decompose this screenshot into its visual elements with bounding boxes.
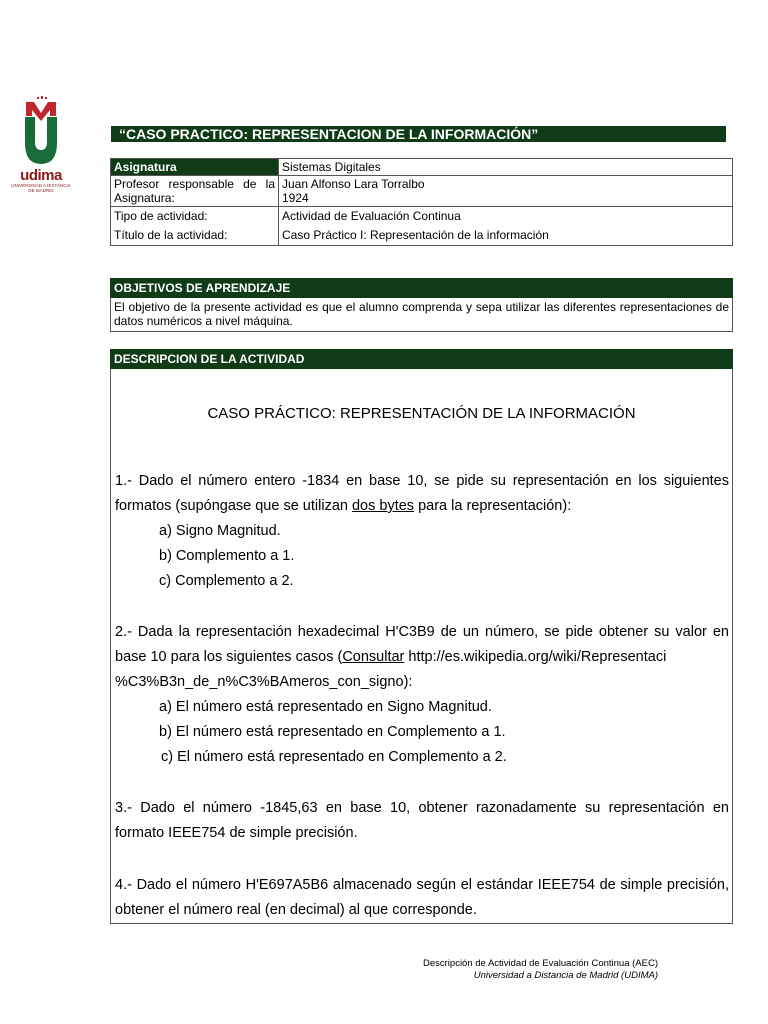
- footer-line-1: Descripción de Actividad de Evaluación Continua (AEC): [423, 958, 658, 969]
- question-2: 2.- Dada la representación hexadecimal H'C3B9 de un número, se pide obtener su valor en base 10 para los siguientes casos (Consultar http://es.wikipedia.org/wiki/Representaci %C3%B3n_de_n%C3%BAmeros_con_signo):: [115, 624, 729, 690]
- professor-name: Juan Alfonso Lara Torralbo: [282, 177, 425, 191]
- case-study-title: CASO PRÁCTICO: REPRESENTACIÓN DE LA INFORMACIÓN: [207, 405, 636, 422]
- description-box: [110, 369, 733, 924]
- q1-item-b: b) Complemento a 1.: [159, 548, 295, 564]
- logo-subtitle-2: DE MADRID: [28, 188, 54, 193]
- subject-value: Sistemas Digitales: [279, 159, 733, 176]
- page-footer: [300, 958, 658, 982]
- question-4: 4.- Dado el número H'E697A5B6 almacenado según el estándar IEEE754 de simple precisión, obtener el número real (en decimal) al que corresponde.: [115, 877, 729, 918]
- q2-item-c: c) El número está representado en Complemento a 2.: [161, 749, 507, 765]
- activity-title-label: Título de la actividad:: [111, 227, 279, 246]
- q2-item-a: a) El número está representado en Signo Magnitud.: [159, 699, 492, 715]
- description-heading: DESCRIPCION DE LA ACTIVIDAD: [110, 349, 733, 369]
- footer-line-2: Universidad a Distancia de Madrid (UDIMA): [473, 970, 658, 981]
- consult-link[interactable]: Consultar: [342, 649, 405, 665]
- document-title: “CASO PRACTICO: REPRESENTACION DE LA INFORMACIÓN”: [111, 126, 726, 142]
- q1-item-a: a) Signo Magnitud.: [159, 523, 281, 539]
- logo-wordmark: udima: [20, 167, 62, 184]
- objectives-text: El objetivo de la presente actividad es que el alumno comprenda y sepa utilizar las diferentes representaciones de datos numéricos a nivel máquina.: [110, 298, 733, 332]
- table-row: [111, 207, 733, 228]
- info-table: [110, 158, 733, 246]
- q2-item-b: b) El número está representado en Complemento a 1.: [159, 724, 506, 740]
- logo-subtitle-1: UNIVERSIDAD A DISTANCIA: [11, 183, 71, 188]
- question-3: 3.- Dado el número -1845,63 en base 10, obtener razonadamente su representación en formato IEEE754 de simple precisión.: [115, 800, 729, 841]
- question-1: 1.- Dado el número entero -1834 en base 10, se pide su representación en los siguientes formatos (supóngase que se utilizan dos bytes para la representación):: [115, 473, 729, 514]
- activity-type-value: Actividad de Evaluación Continua: [279, 207, 733, 228]
- professor-label: Profesor responsable de la Asignatura:: [111, 176, 279, 207]
- table-row: [111, 176, 733, 207]
- subject-label: Asignatura: [111, 159, 279, 176]
- activity-title-value: Caso Práctico I: Representación de la información: [279, 227, 733, 246]
- wikipedia-url[interactable]: http://es.wikipedia.org/wiki/Representaci: [404, 649, 667, 665]
- objectives-heading: OBJETIVOS DE APRENDIZAJE: [110, 278, 733, 298]
- wikipedia-url-cont[interactable]: %C3%B3n_de_n%C3%BAmeros_con_signo):: [115, 674, 413, 690]
- table-row: [111, 159, 733, 176]
- two-bytes-underlined: dos bytes: [351, 498, 415, 514]
- professor-value: [279, 176, 733, 207]
- udima-logo: [10, 96, 72, 196]
- q1-item-c: c) Complemento a 2.: [159, 573, 294, 589]
- activity-type-label: Tipo de actividad:: [111, 207, 279, 228]
- udima-emblem-icon: [10, 96, 72, 168]
- professor-code: 1924: [282, 191, 309, 205]
- table-row: [111, 227, 733, 246]
